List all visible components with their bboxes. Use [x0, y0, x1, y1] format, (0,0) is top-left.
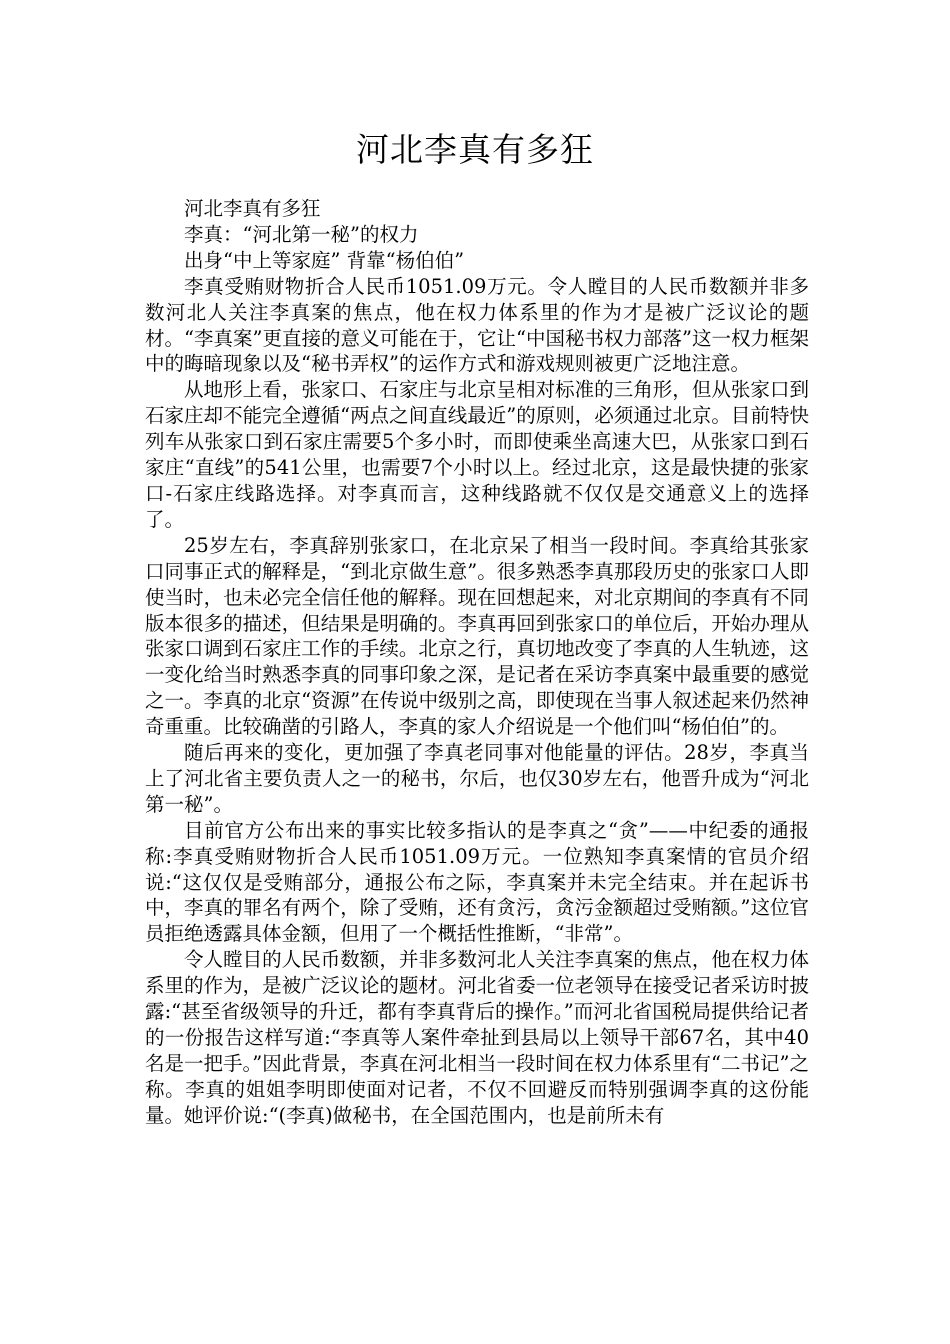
- paragraph: 从地形上看，张家口、石家庄与北京呈相对标准的三角形，但从张家口到石家庄却不能完全遵循“两点之间直线最近”的原则，必须通过北京。目前特快列车从张家口到石家庄需要5个多小时，而即使乘坐高速大巴，从张家口到石家庄“直线”的541公里，也需要7个小时以上。经过北京，这是最快捷的张家口-石家庄线路选择。对李真而言，这种线路就不仅仅是交通意义上的选择了。: [145, 378, 809, 531]
- document-title: 河北李真有多狂: [356, 130, 594, 169]
- paragraph: 李真受贿财物折合人民币1051.09万元。令人瞠目的人民币数额并非多数河北人关注李真案的焦点，他在权力体系里的作为才是被广泛议论的题材。“李真案”更直接的意义可能在于，它让“中国秘书权力部落”这一权力框架中的晦暗现象以及“秘书弄权”的运作方式和游戏规则被更广泛地注意。: [145, 274, 809, 376]
- paragraph: 李真：“河北第一秘”的权力: [184, 222, 419, 246]
- paragraph: 目前官方公布出来的事实比较多指认的是李真之“贪”——中纪委的通报称:李真受贿财物折合人民币1051.09万元。一位熟知李真案情的官员介绍说:“这仅仅是受贿部分，通报公布之际，李真案并未完全结束。并在起诉书中，李真的罪名有两个，除了受贿，还有贪污，贪污金额超过受贿额。”这位官员拒绝透露具体金额，但用了一个概括性推断，“非常”。: [145, 818, 809, 946]
- paragraph: 令人瞠目的人民币数额，并非多数河北人关注李真案的焦点，他在权力体系里的作为，是被广泛议论的题材。河北省委一位老领导在接受记者采访时披露:“甚至省级领导的升迁，都有李真背后的操作。”而河北省国税局提供给记者的一份报告这样写道:“李真等人案件牵扯到县局以上领导干部67名，其中40名是一把手。”因此背景，李真在河北相当一段时间在权力体系里有“二书记”之称。李真的姐姐李明即使面对记者，不仅不回避反而特别强调李真的这份能量。她评价说:“(李真)做秘书，在全国范围内，也是前所未有: [145, 948, 809, 1127]
- paragraph: 出身“中上等家庭” 背靠“杨伯伯”: [184, 248, 465, 272]
- paragraph: 随后再来的变化，更加强了李真老同事对他能量的评估。28岁，李真当上了河北省主要负责人之一的秘书，尔后，也仅30岁左右，他晋升成为“河北第一秘”。: [145, 741, 809, 816]
- document-body: [145, 196, 809, 1129]
- paragraph: 25岁左右，李真辞别张家口，在北京呆了相当一段时间。李真给其张家口同事正式的解释是，“到北京做生意”。很多熟悉李真那段历史的张家口人即使当时，也未必完全信任他的解释。现在回想起来，对北京期间的李真有不同版本很多的描述，但结果是明确的。李真再回到张家口的单位后，开始办理从张家口调到石家庄工作的手续。北京之行，真切地改变了李真的人生轨迹，这一变化给当时熟悉李真的同事印象之深，是记者在采访李真案中最重要的感觉之一。李真的北京“资源”在传说中级别之高，即使现在当事人叙述起来仍然神奇重重。比较确凿的引路人，李真的家人介绍说是一个他们叫“杨伯伯”的。: [145, 533, 809, 739]
- paragraph: 河北李真有多狂: [184, 197, 321, 220]
